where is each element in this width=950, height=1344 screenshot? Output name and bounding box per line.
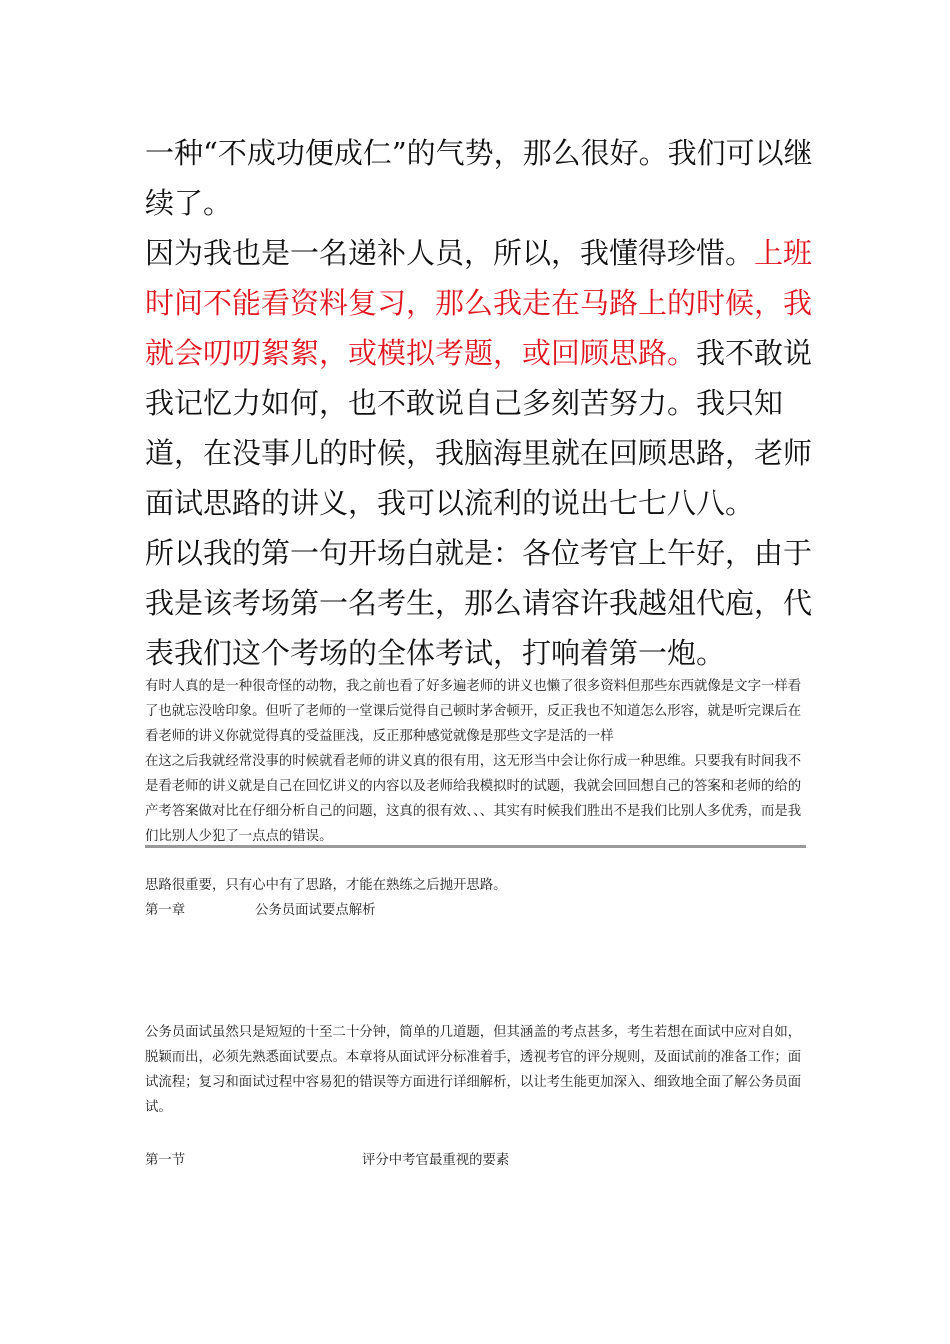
section-title: 评分中考官最重视的要素 [362,1153,510,1168]
small-paragraph-1-text: 有时人真的是一种很奇怪的动物，我之前也看了好多遍老师的讲义也懒了很多资料但那些东西就像是文字一样看了也就忘没啥印象。但听了老师的一堂课后觉得自己顿时茅舍顿开，反正我也不知道怎么形容，就是听完课后在看老师的讲义你就觉得真的受益匪浅，反正那种感觉就像是那些文字是活的一样 [145,679,802,744]
big-paragraph-3 [145,528,825,678]
small-paragraph-2 [145,749,810,849]
chapter-label: 第一章 [145,903,186,918]
chapter-intro-paragraph [145,1020,810,1120]
big-paragraph-1-text: 一种“不成功便成仁”的气势，那么很好。我们可以继续了。 [145,136,813,220]
small-paragraph-3-text: 思路很重要，只有心中有了思路，才能在熟练之后抛开思路。 [145,878,507,893]
big-paragraph-2-highlight: 上班时间不能看资料复习，那么我走在马路上的时候，我就会叨叨絮絮，或模拟考题，或回顾思路。 [145,236,813,370]
small-paragraph-2-text: 在这之后我就经常没事的时候就看老师的讲义真的很有用，这无形当中会让你行成一种思维。只要我有时间我不是看老师的讲义就是自己在回忆讲义的内容以及老师给我模拟时的试题，我就会回回想自己的答案和老师的给的产考答案做对比在仔细分析自己的问题，这真的很有效、、、其实有时候我们胜出不是我们比别人多优秀，而是我们比别人少犯了一点点的错误。 [145,754,802,844]
chapter-intro-text: 公务员面试虽然只是短短的十至二十分钟，简单的几道题，但其涵盖的考点甚多，考生若想在面试中应对自如，脱颖而出，必须先熟悉面试要点。本章将从面试评分标准着手，透视考官的评分规则，及面试前的准备工作；面试流程；复习和面试过程中容易犯的错误等方面进行详细解析，以让考生能更加深入、细致地全面了解公务员面试。 [145,1025,802,1115]
small-paragraph-3 [145,873,810,898]
horizontal-divider [145,845,806,848]
chapter-title: 公务员面试要点解析 [255,903,376,918]
big-paragraph-3-text: 所以我的第一句开场白就是：各位考官上午好，由于我是该考场第一名考生，那么请容许我越俎代庖，代表我们这个考场的全体考试，打响着第一炮。 [145,536,813,670]
big-paragraph-1 [145,128,825,228]
big-paragraph-2 [145,228,825,528]
big-paragraph-2-end: 我不敢说我记忆力如何，也不敢说自己多刻苦努力。我只知道，在没事儿的时候，我脑海里就在回顾思路，老师面试思路的讲义，我可以流利的说出七七八八。 [145,336,813,520]
big-paragraph-2-start: 因为我也是一名递补人员，所以，我懂得珍惜。 [145,236,755,270]
small-paragraph-1 [145,674,810,749]
section-label: 第一节 [145,1153,186,1168]
